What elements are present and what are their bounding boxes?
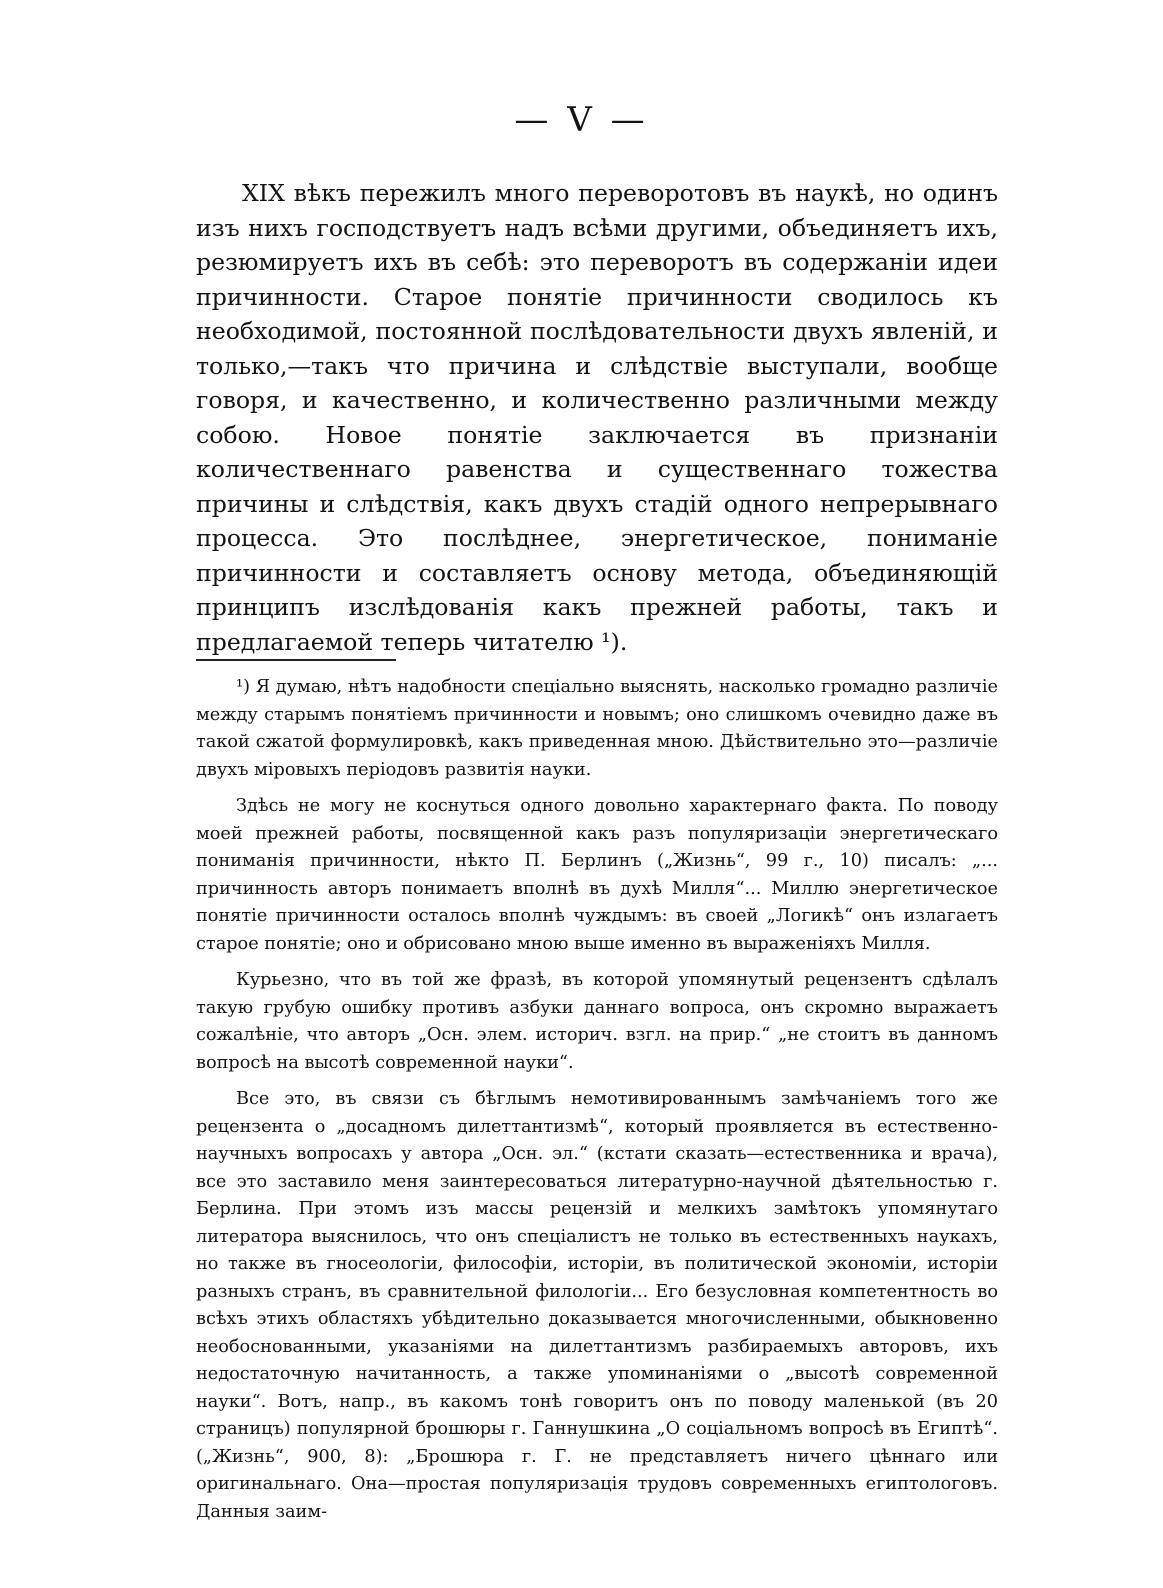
footnote-paragraph: Все это, въ связи съ бѣглымъ немотивированнымъ замѣчаніемъ того же рецензента о „досадномъ дилеттантизмѣ“, который проявляется въ естественно-научныхъ вопросахъ у автора „Осн. эл.“ (кстати сказать—естественника и врача), все это заставило меня заинтересоваться литературно-научной дѣятельностью г. Берлина. При этомъ изъ массы рецензій и мелкихъ замѣтокъ упомянутаго литератора выяснилось, что онъ спеціалистъ не только въ естественныхъ наукахъ, но также въ гносеологіи, философіи, исторіи, въ политической экономіи, исторіи разныхъ странъ, въ сравнительной филологіи... Его безусловная компетентность во всѣхъ этихъ областяхъ убѣдительно доказывается многочисленными, обыкновенно необоснованными, указаніями на дилеттантизмъ разбираемыхъ авторовъ, ихъ недостаточную начитанность, а также упоминаніями о „высотѣ современной науки“. Вотъ, напр., въ какомъ тонѣ говоритъ онъ по поводу маленькой (въ 20 страницъ) популярной брошюры г. Ганнушкина „О соціальномъ вопросѣ въ Египтѣ“. („Жизнь“, 900, 8): „Брошюра г. Г. не представляетъ ничего цѣннаго или оригинальнаго. Она—простая популяризація трудовъ современныхъ египтологовъ. Данныя заим- bbox=[196, 1089, 998, 1522]
main-paragraph: XIX вѣкъ пережилъ много переворотовъ въ наукѣ, но одинъ изъ нихъ господствуетъ надъ всѣми другими, объединяетъ ихъ, резюмируетъ ихъ въ себѣ: это переворотъ въ содержаніи идеи причинности. Старое понятіе причинности сводилось къ необходимой, постоянной послѣдовательности двухъ явленій, и только,—такъ что причина и слѣдствіе выступали, вообще говоря, и качественно, и количественно различными между собою. Новое понятіе заключается въ признаніи количественнаго равенства и существеннаго тожества причины и слѣдствія, какъ двухъ стадій одного непрерывнаго процесса. Это послѣднее, энергетическое, пониманіе причинности и составляетъ основу метода, объединяющій принципъ изслѣдованія какъ прежней работы, такъ и предлагаемой теперь читателю ¹). bbox=[196, 179, 998, 656]
footnote-paragraph: Курьезно, что въ той же фразѣ, въ которой упомянутый рецензентъ сдѣлалъ такую грубую ошибку противъ азбуки даннаго вопроса, онъ скромно выражаетъ сожалѣніе, что авторъ „Осн. элем. историч. взгл. на прир.“ „не стоитъ въ данномъ вопросѣ на высотѣ современной науки“. bbox=[196, 970, 998, 1073]
footnote-paragraph: Здѣсь не могу не коснуться одного довольно характернаго факта. По поводу моей прежней работы, посвященной какъ разъ популяризаціи энергетическаго пониманія причинности, нѣкто П. Берлинъ („Жизнь“, 99 г., 10) писалъ: „... причинность авторъ понимаетъ вполнѣ въ духѣ Милля“... Миллю энергетическое понятіе причинности осталось вполнѣ чуждымъ: въ своей „Логикѣ“ онъ излагаетъ старое понятіе; оно и обрисовано мною выше именно въ выраженіяхъ Милля. bbox=[196, 796, 998, 954]
footnote-paragraph: ¹) Я думаю, нѣтъ надобности спеціально выяснять, насколько громадно различіе между старымъ понятіемъ причинности и новымъ; оно слишкомъ очевидно даже въ такой сжатой формулировкѣ, какъ приведенная мною. Дѣйствительно это—различіе двухъ міровыхъ періодовъ развитія науки. bbox=[196, 677, 998, 780]
footnote-divider bbox=[196, 659, 396, 661]
footnotes bbox=[196, 674, 998, 1535]
page-number: — V — bbox=[514, 100, 649, 140]
